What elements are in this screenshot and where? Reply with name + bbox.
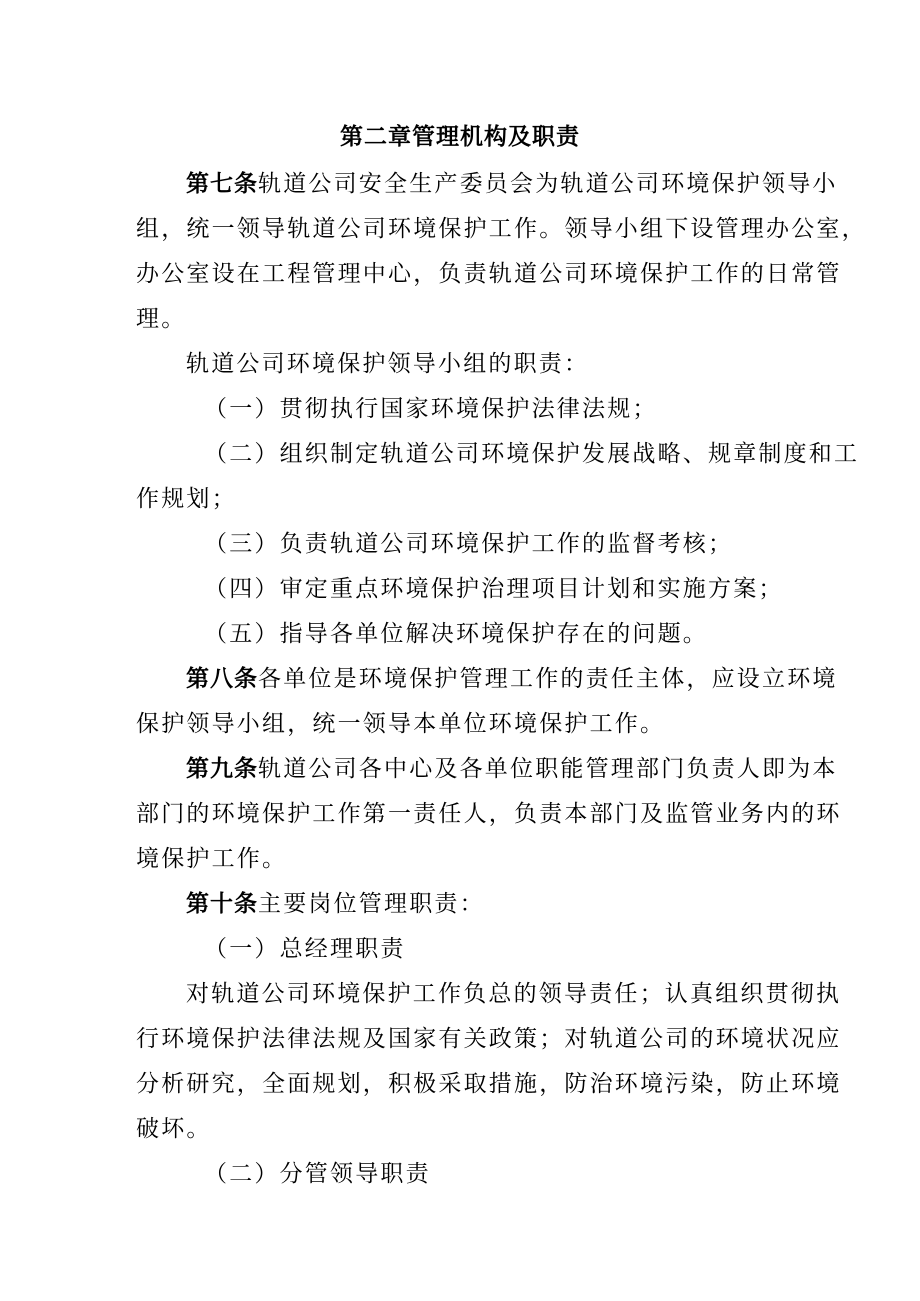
article-10-text: 主要岗位管理职责：	[258, 891, 485, 917]
gm-duty-line-1: 对轨道公司环境保护工作负总的领导责任；认真组织贯彻执	[186, 981, 842, 1007]
duty-item-2-line-1: （二）组织制定轨道公司环境保护发展战略、规章制度和工	[204, 441, 860, 467]
article-9-line-3: 境保护工作。	[136, 846, 288, 872]
gm-duty-heading: （一）总经理职责	[204, 936, 406, 962]
article-7-line-2: 组，统一领导轨道公司环境保护工作。领导小组下设管理办公室，	[136, 216, 867, 242]
article-9-line-2: 部门的环境保护工作第一责任人，负责本部门及监管业务内的环	[136, 801, 842, 827]
article-10-heading: 第十条	[186, 891, 258, 917]
duty-item-1: （一）贯彻执行国家环境保护法律法规；	[204, 396, 658, 422]
duty-item-3: （三）负责轨道公司环境保护工作的监督考核；	[204, 531, 734, 557]
article-7-line-4: 理。	[136, 306, 187, 332]
gm-duty-line-3: 分析研究，全面规划，积极采取措施，防治环境污染，防止环境	[136, 1071, 842, 1097]
article-9-text: 轨道公司各中心及各单位职能管理部门负责人即为本	[258, 756, 838, 782]
gm-duty-line-4: 破坏。	[136, 1116, 212, 1142]
duty-item-4: （四）审定重点环境保护治理项目计划和实施方案；	[204, 576, 784, 602]
article-7-heading: 第七条	[186, 171, 258, 197]
leader-duty-intro: 轨道公司环境保护领导小组的职责：	[186, 351, 590, 377]
article-8-heading: 第八条	[186, 666, 258, 692]
article-9-heading: 第九条	[186, 756, 258, 782]
vp-duty-heading: （二）分管领导职责	[204, 1161, 431, 1187]
article-7-line-3: 办公室设在工程管理中心，负责轨道公司环境保护工作的日常管	[136, 261, 842, 287]
chapter-title: 第二章管理机构及职责	[340, 124, 580, 150]
article-8-line-2: 保护领导小组，统一领导本单位环境保护工作。	[136, 711, 666, 737]
duty-item-2-line-2: 作规划；	[136, 486, 237, 512]
duty-item-5: （五）指导各单位解决环境保护存在的问题。	[204, 621, 708, 647]
article-7-text: 轨道公司安全生产委员会为轨道公司环境保护领导小	[258, 171, 838, 197]
gm-duty-line-2: 行环境保护法律法规及国家有关政策；对轨道公司的环境状况应	[136, 1026, 842, 1052]
article-9-line-1	[186, 750, 838, 783]
article-8-text: 各单位是环境保护管理工作的责任主体，应设立环境	[258, 666, 838, 692]
article-7-line-1	[186, 165, 838, 198]
article-10-line-1	[186, 885, 485, 918]
article-8-line-1	[186, 660, 838, 693]
